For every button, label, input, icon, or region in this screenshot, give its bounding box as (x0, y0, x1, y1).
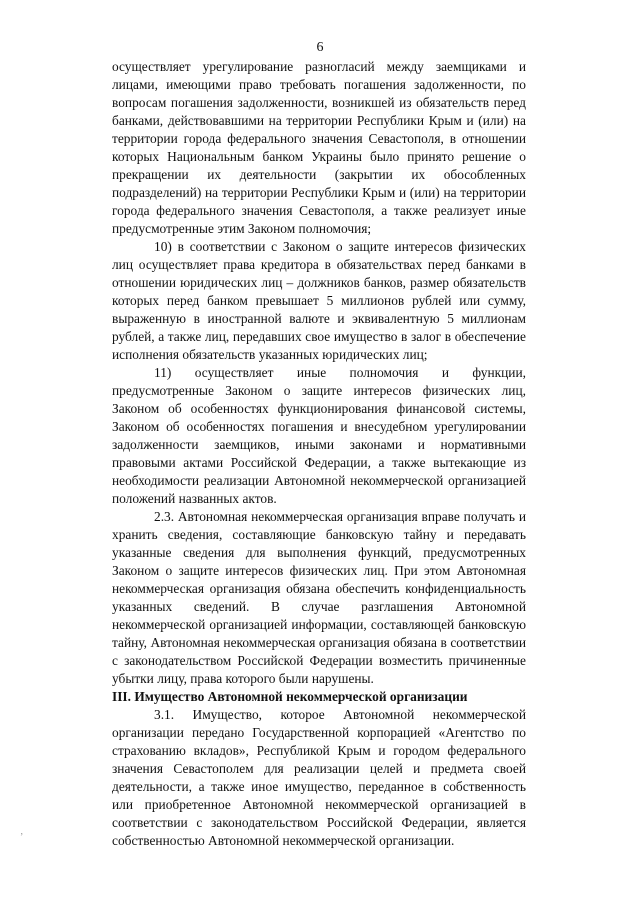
page-number: 6 (316, 40, 324, 55)
paragraph-item-11: 11) осуществляет иные полномочия и функции, предусмотренные Законом о защите интересов физических лиц, Законом об особенностях функционирования финансовой системы, Законом об особенностях погашения и внесудебном урегулировании задолженности заемщиков, иными законами и нормативными правовыми актами Российской Федерации, а также вытекающие из необходимости реализации Автономной некоммерческой организацией положений названных актов. (112, 365, 526, 506)
paragraph-continuation: осуществляет урегулирование разногласий между заемщиками и лицами, имеющими право требовать погашения задолженности, по вопросам погашения задолженности, возникшей из обязательств перед банками, действовавшими на территории Республики Крым и (или) на территории города федерального значения Севастополя, в отношении которых Национальным банком Украины было принято решение о прекращении их деятельности (закрытии их обособленных подразделений) на территории Республики Крым и (или) на территории города федерального значения Севастополя, а также реализует иные предусмотренные этим Законом полномочия; (112, 59, 526, 236)
document-body (112, 58, 526, 850)
paragraph-3-1: 3.1. Имущество, которое Автономной некоммерческой организации передано Государственной корпорацией «Агентство по страхованию вкладов», Республикой Крым и городом федерального значения Севастополем для реализации целей и предмета своей деятельности, а также иное имущество, переданное в собственность или приобретенное Автономной некоммерческой организацией в соответствии с законодательством Российской Федерации, является собственностью Автономной некоммерческой организации. (112, 707, 526, 848)
paragraph-item-10: 10) в соответствии с Законом о защите интересов физических лиц осуществляет права кредитора в обязательствах перед банками в отношении юридических лиц – должников банков, размер обязательств которых перед банком превышает 5 миллионов рублей или сумму, выраженную в иностранной валюте и эквивалентную 5 миллионам рублей, а также лиц, передавших свое имущество в залог в обеспечение исполнения обязательств указанных юридических лиц; (112, 239, 526, 362)
paragraph-2-3: 2.3. Автономная некоммерческая организация вправе получать и хранить сведения, составляющие банковскую тайну и передавать указанные сведения для выполнения функций, предусмотренных Законом о защите интересов физических лиц. При этом Автономная некоммерческая организация обязана обеспечить конфиденциальность указанных сведений. В случае разглашения Автономной некоммерческой организацией информации, составляющей банковскую тайну, Автономная некоммерческая организация обязана в соответствии с законодательством Российской Федерации возместить причиненные убытки лицу, права которого были нарушены. (112, 509, 526, 686)
section-heading: III. Имущество Автономной некоммерческой организации (112, 689, 468, 704)
margin-mark: ‚ (20, 826, 24, 837)
